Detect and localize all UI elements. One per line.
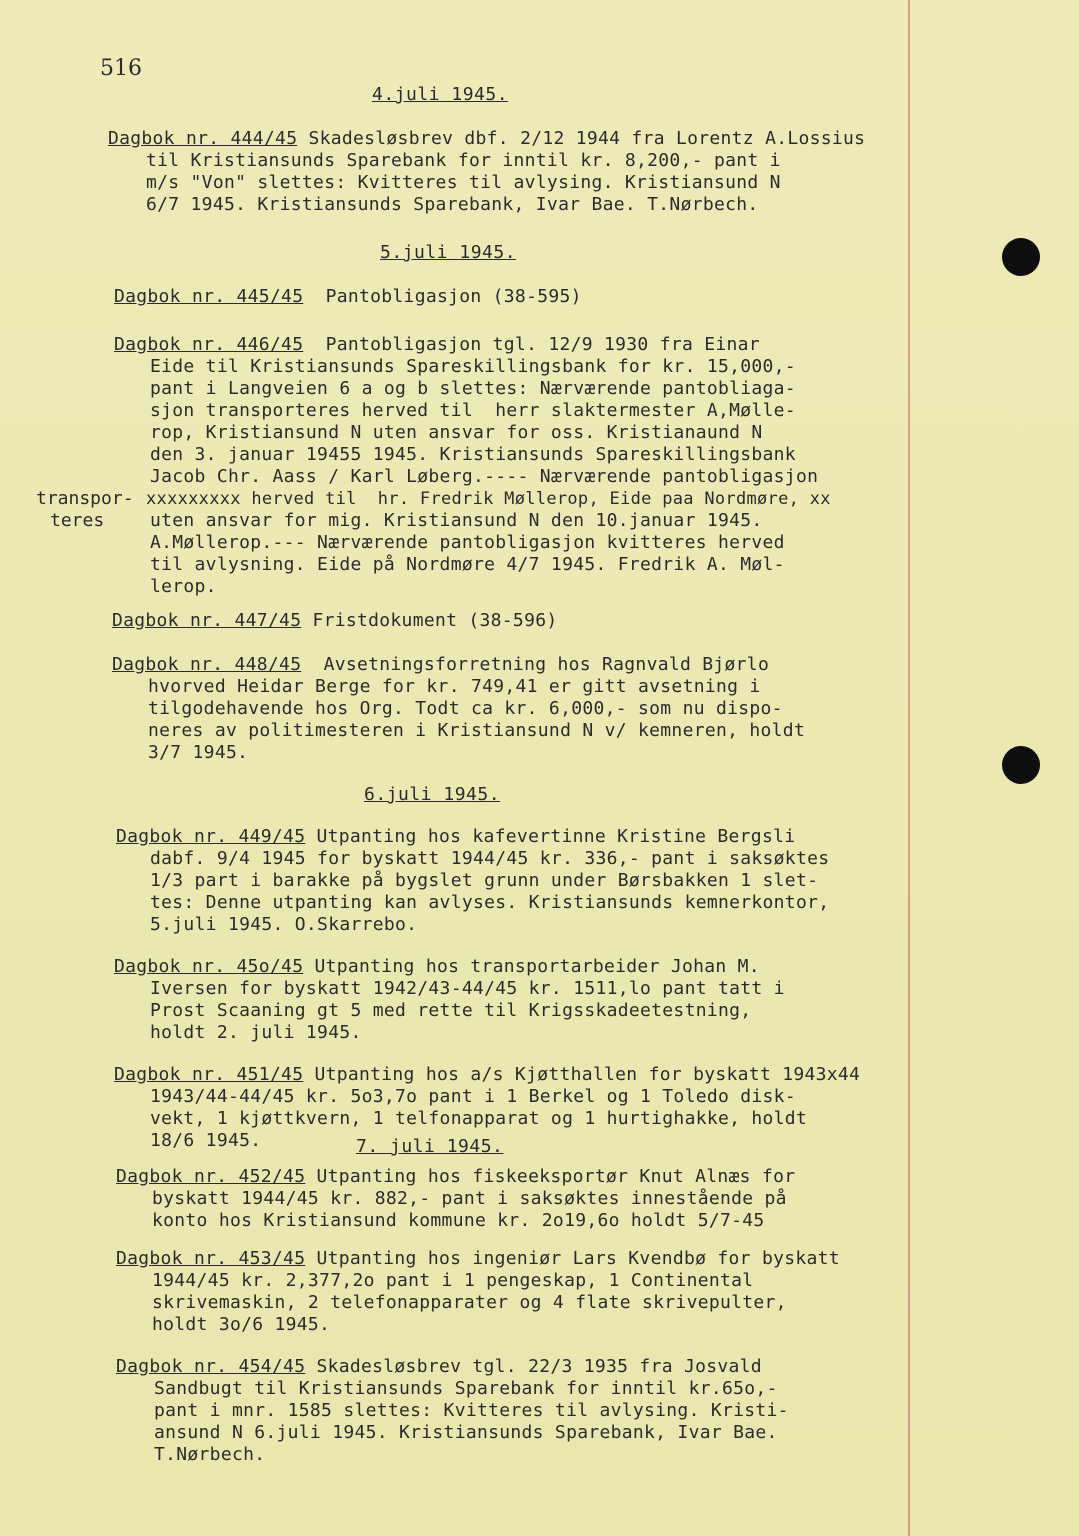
entry-451-line-4: 18/6 1945. [150, 1130, 262, 1151]
entry-449-line-3: 1/3 part i barakke på bygslet grunn under Børsbakken 1 slet- [150, 870, 819, 891]
entry-446-line-3: pant i Langveien 6 a og b slettes: Nærværende pantobliaga- [150, 378, 796, 399]
entry-448-line-2: hvorved Heidar Berge for kr. 749,41 er gitt avsetning i [148, 676, 761, 697]
entry-454-line-5: T.Nørbech. [154, 1444, 266, 1465]
punch-hole-bottom [1002, 746, 1040, 784]
entry-444-line-3: m/s "Von" slettes: Kvitteres til avlysing. Kristiansund N [146, 172, 781, 193]
entry-451-line-3: vekt, 1 kjøttkvern, 1 telfonapparat og 1 hurtighakke, holdt [150, 1108, 808, 1129]
entry-449-ref: Dagbok nr. 449/45 [116, 826, 306, 847]
entry-454-line-2: Sandbugt til Kristiansunds Sparebank for inntil kr.65o,- [154, 1378, 778, 1399]
page-number: 516 [100, 56, 142, 81]
entry-448-line-1: Dagbok nr. 448/45 Avsetningsforretning hos Ragnvald Bjørlo [112, 654, 770, 675]
entry-446-line-6: den 3. januar 19455 1945. Kristiansunds Spareskillingsbank [150, 444, 796, 465]
entry-453-line-4: holdt 3o/6 1945. [152, 1314, 331, 1335]
punch-hole-top [1002, 238, 1040, 276]
entry-449-line-1: Dagbok nr. 449/45 Utpanting hos kafevertinne Kristine Bergsli [116, 826, 796, 847]
date-heading-5-juli: 5.juli 1945. [380, 242, 517, 263]
entry-446-line-12: lerop. [150, 576, 217, 597]
entry-445-ref: Dagbok nr. 445/45 [114, 286, 304, 307]
entry-451-line-2: 1943/44-44/45 kr. 5o3,7o pant i 1 Berkel og 1 Toledo disk- [150, 1086, 796, 1107]
entry-454-ref: Dagbok nr. 454/45 [116, 1356, 306, 1377]
entry-444-line-2: til Kristiansunds Sparebank for inntil kr. 8,200,- pant i [146, 150, 781, 171]
entry-445-line-1: Dagbok nr. 445/45 Pantobligasjon (38-595) [114, 286, 582, 307]
entry-454-line-4: ansund N 6.juli 1945. Kristiansunds Sparebank, Ivar Bae. [154, 1422, 778, 1443]
entry-444-line-1: Dagbok nr. 444/45 Skadesløsbrev dbf. 2/12 1944 fra Lorentz A.Lossius [108, 128, 866, 149]
entry-452-line-3: konto hos Kristiansund kommune kr. 2o19,6o holdt 5/7-45 [152, 1210, 765, 1231]
entry-454-line-3: pant i mnr. 1585 slettes: Kvitteres til avlysing. Kristi- [154, 1400, 789, 1421]
entry-446-line-4: sjon transporteres herved til herr slaktermester A,Mølle- [150, 400, 796, 421]
entry-453-ref: Dagbok nr. 453/45 [116, 1248, 306, 1269]
entry-448-line-4: neres av politimesteren i Kristiansund N v/ kemneren, holdt [148, 720, 806, 741]
entry-446-line-10: A.Møllerop.--- Nærværende pantobligasjon kvitteres herved [150, 532, 785, 553]
entry-447-line-1: Dagbok nr. 447/45 Fristdokument (38-596) [112, 610, 558, 631]
entry-449-line-4: tes: Denne utpanting kan avlyses. Kristiansunds kemnerkontor, [150, 892, 830, 913]
entry-454-line-1: Dagbok nr. 454/45 Skadesløsbrev tgl. 22/3 1935 fra Josvald [116, 1356, 762, 1377]
entry-448-ref: Dagbok nr. 448/45 [112, 654, 302, 675]
entry-444-ref: Dagbok nr. 444/45 [108, 128, 298, 149]
entry-446-line-5: rop, Kristiansund N uten ansvar for oss. Kristianaund N [150, 422, 763, 443]
entry-452-line-2: byskatt 1944/45 kr. 882,- pant i saksøktes innestående på [152, 1188, 787, 1209]
entry-446-line-11: til avlysning. Eide på Nordmøre 4/7 1945. Fredrik A. Møl- [150, 554, 785, 575]
date-heading-7-juli: 7. juli 1945. [356, 1136, 504, 1157]
entry-446-line-8: xxxxxxxxx herved til hr. Fredrik Møllerop, Eide paa Nordmøre, xx [146, 489, 831, 509]
entry-446-margin-note-2: teres [50, 510, 105, 531]
entry-451-line-1: Dagbok nr. 451/45 Utpanting hos a/s Kjøtthallen for byskatt 1943x44 [114, 1064, 861, 1085]
entry-449-line-5: 5.juli 1945. O.Skarrebo. [150, 914, 418, 935]
entry-446-margin-note-1: transpor- [36, 488, 134, 509]
entry-450-line-2: Iversen for byskatt 1942/43-44/45 kr. 1511,lo pant tatt i [150, 978, 785, 999]
entry-452-line-1: Dagbok nr. 452/45 Utpanting hos fiskeeksportør Knut Alnæs for [116, 1166, 796, 1187]
entry-452-ref: Dagbok nr. 452/45 [116, 1166, 306, 1187]
entry-453-line-1: Dagbok nr. 453/45 Utpanting hos ingeniør Lars Kvendbø for byskatt [116, 1248, 840, 1269]
entry-446-line-7: Jacob Chr. Aass / Karl Løberg.---- Nærværende pantobligasjon [150, 466, 819, 487]
entry-448-line-5: 3/7 1945. [148, 742, 249, 763]
entry-451-ref: Dagbok nr. 451/45 [114, 1064, 304, 1085]
entry-450-line-1: Dagbok nr. 45o/45 Utpanting hos transportarbeider Johan M. [114, 956, 760, 977]
entry-450-line-3: Prost Scaaning gt 5 med rette til Krigsskadeetestning, [150, 1000, 752, 1021]
entry-449-line-2: dabf. 9/4 1945 for byskatt 1944/45 kr. 336,- pant i saksøktes [150, 848, 830, 869]
entry-446-line-1: Dagbok nr. 446/45 Pantobligasjon tgl. 12/9 1930 fra Einar [114, 334, 760, 355]
entry-446-ref: Dagbok nr. 446/45 [114, 334, 304, 355]
entry-450-ref: Dagbok nr. 45o/45 [114, 956, 304, 977]
entry-453-line-2: 1944/45 kr. 2,377,2o pant i 1 pengeskap, 1 Continental [152, 1270, 754, 1291]
entry-450-line-4: holdt 2. juli 1945. [150, 1022, 362, 1043]
entry-444-line-4: 6/7 1945. Kristiansunds Sparebank, Ivar Bae. T.Nørbech. [146, 194, 759, 215]
entry-447-ref: Dagbok nr. 447/45 [112, 610, 302, 631]
entry-448-line-3: tilgodehavende hos Org. Todt ca kr. 6,000,- som nu dispo- [148, 698, 783, 719]
margin-rule [908, 0, 910, 1536]
date-heading-4-juli: 4.juli 1945. [372, 84, 509, 105]
date-heading-6-juli: 6.juli 1945. [364, 784, 501, 805]
entry-446-line-2: Eide til Kristiansunds Spareskillingsbank for kr. 15,000,- [150, 356, 796, 377]
entry-453-line-3: skrivemaskin, 2 telefonapparater og 4 flate skrivepulter, [152, 1292, 787, 1313]
entry-446-line-9: uten ansvar for mig. Kristiansund N den 10.januar 1945. [150, 510, 763, 531]
